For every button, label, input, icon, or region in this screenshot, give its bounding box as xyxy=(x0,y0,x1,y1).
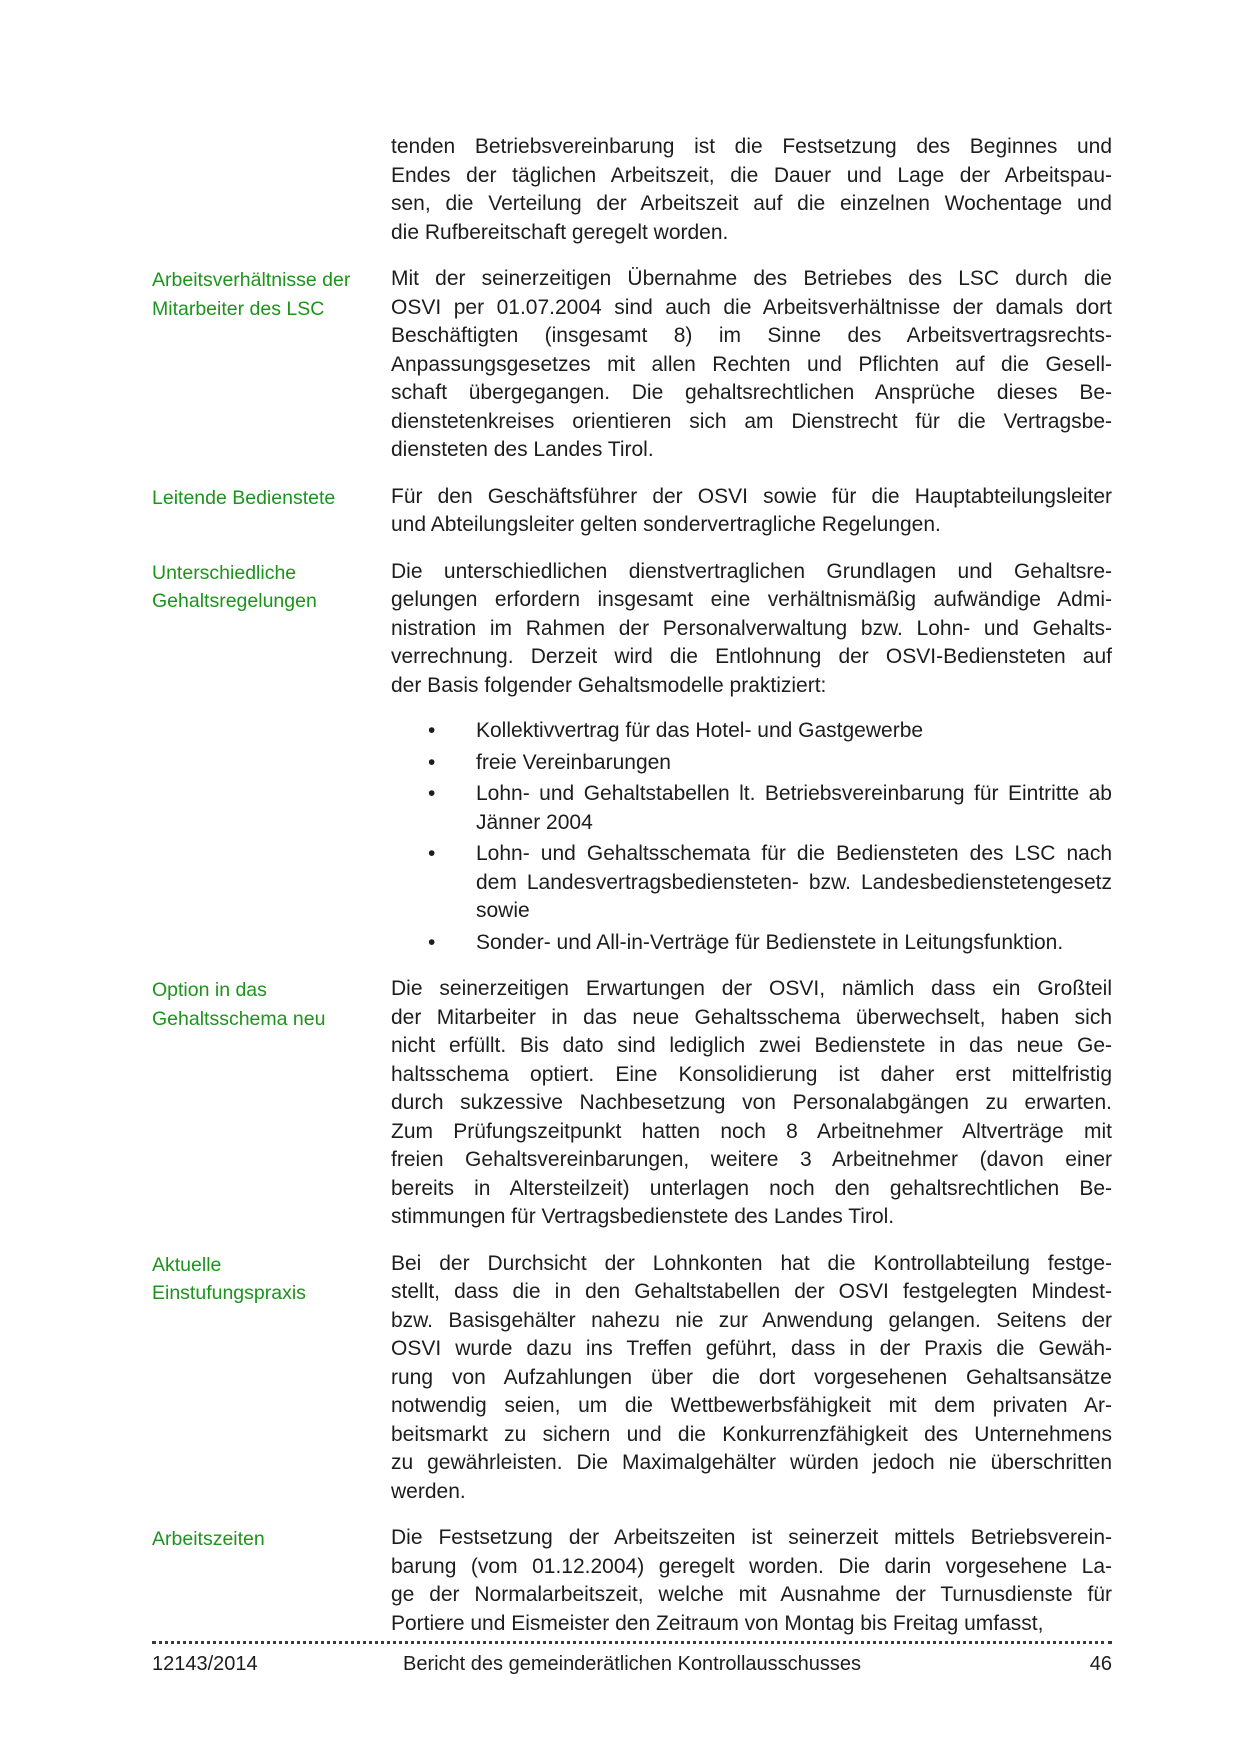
document-sections xyxy=(152,133,1112,1638)
paragraph-line: Portiere und Eismeister den Zeitraum von Montag bis Freitag umfasst, xyxy=(391,1611,1044,1635)
document-section xyxy=(152,1250,1112,1507)
section-body xyxy=(391,133,1112,247)
footer-dotted-rule xyxy=(152,1641,1112,1644)
paragraph-line: stimmungen für Vertragsbedienstete des Landes Tirol. xyxy=(391,1205,895,1228)
paragraph-line: dienstetenkreises orientieren sich am Dienstrecht für die Vertragsbe- xyxy=(391,409,1112,433)
section-body xyxy=(391,1524,1112,1638)
paragraph-line: die Rufbereitschaft geregelt worden. xyxy=(391,220,729,244)
paragraph-line: nistration im Rahmen der Personalverwaltung bzw. Lohn- und Gehalts- xyxy=(391,616,1112,640)
paragraph-line: Die Festsetzung der Arbeitszeiten ist seinerzeit mittels Betriebsverein- xyxy=(391,1526,1112,1549)
margin-label-line: Arbeitszeiten xyxy=(152,1528,265,1550)
paragraph-line: Mit der seinerzeitigen Übernahme des Betriebes des LSC durch die xyxy=(391,267,1112,290)
footer-title: Bericht des gemeinderätlichen Kontrollausschusses xyxy=(402,1653,862,1675)
paragraph-line: Die seinerzeitigen Erwartungen der OSVI, nämlich dass ein Großteil xyxy=(391,977,1112,1000)
bullet-line: Lohn- und Gehaltstabellen lt. Betriebsvereinbarung für Eintritte ab xyxy=(476,782,1112,805)
bullet-line: Jänner 2004 xyxy=(476,810,593,834)
margin-label xyxy=(152,265,391,323)
bullet-icon: • xyxy=(428,782,436,805)
paragraph-line: diensteten des Landes Tirol. xyxy=(391,438,654,461)
paragraph-line: sen, die Verteilung der Arbeitszeit auf die einzelnen Wochentage und xyxy=(391,192,1112,215)
paragraph-line: zu gewährleisten. Die Maximalgehälter würden jedoch nie überschritten xyxy=(391,1451,1112,1474)
document-section xyxy=(152,558,1112,958)
margin-label-line: Gehaltsschema neu xyxy=(152,1007,326,1030)
margin-label xyxy=(152,133,391,134)
paragraph-line: Anpassungsgesetzes mit allen Rechten und Pflichten auf die Gesell- xyxy=(391,352,1112,376)
bullet-text xyxy=(476,717,1112,746)
paragraph-line: stellt, dass die in den Gehaltstabellen der OSVI festgelegten Mindest- xyxy=(391,1280,1112,1303)
paragraph-line: durch sukzessive Nachbesetzung von Personalabgängen zu erwarten. xyxy=(391,1091,1112,1114)
bullet-item xyxy=(391,717,1112,746)
section-body xyxy=(391,483,1112,540)
footer-doc-number: 12143/2014 xyxy=(152,1653,258,1675)
bullet-line: Kollektivvertrag für das Hotel- und Gastgewerbe xyxy=(476,719,924,742)
margin-label-line: Mitarbeiter des LSC xyxy=(152,297,325,320)
bullet-item xyxy=(391,929,1112,958)
bullet-icon: • xyxy=(428,930,436,954)
paragraph-line: Beschäftigten (insgesamt 8) im Sinne des Arbeitsvertragsrechts- xyxy=(391,324,1112,347)
document-section xyxy=(152,975,1112,1232)
paragraph-line: der Mitarbeiter in das neue Gehaltsschema überwechselt, haben sich xyxy=(391,1005,1112,1029)
section-body xyxy=(391,558,1112,958)
bullet-item xyxy=(391,749,1112,778)
paragraph-line: notwendig seien, um die Wettbewerbsfähigkeit mit dem privaten Ar- xyxy=(391,1394,1112,1417)
bullet-line: dem Landesvertragsbediensteten- bzw. Landesbedienstetengesetz xyxy=(476,870,1112,894)
paragraph-line: beitsmarkt zu sichern und die Konkurrenzfähigkeit des Unternehmens xyxy=(391,1422,1112,1446)
paragraph-line: haltsschema optiert. Eine Konsolidierung ist daher erst mittelfristig xyxy=(391,1062,1112,1086)
paragraph-line: barung (vom 01.12.2004) geregelt worden. Die darin vorgesehene La- xyxy=(391,1554,1112,1578)
bullet-item xyxy=(391,780,1112,837)
paragraph-line: Zum Prüfungszeitpunkt hatten noch 8 Arbeitnehmer Altverträge mit xyxy=(391,1119,1112,1143)
paragraph-line: bereits in Altersteilzeit) unterlagen noch den gehaltsrechtlichen Be- xyxy=(391,1176,1112,1200)
paragraph-line: gelungen erfordern insgesamt eine verhältnismäßig aufwändige Admi- xyxy=(391,588,1112,611)
bullet-line: Sonder- und All-in-Verträge für Bedienstete in Leitungsfunktion. xyxy=(476,930,1064,954)
document-section xyxy=(152,1524,1112,1638)
paragraph-line: bzw. Basisgehälter nahezu nie zur Anwendung gelangen. Seitens der xyxy=(391,1308,1112,1332)
paragraph-line: werden. xyxy=(391,1479,466,1503)
bullet-line: Lohn- und Gehaltsschemata für die Bediensteten des LSC nach xyxy=(476,842,1112,865)
bullet-icon: • xyxy=(428,719,436,742)
section-body xyxy=(391,1250,1112,1507)
paragraph-line: freien Gehaltsvereinbarungen, weitere 3 Arbeitnehmer (davon einer xyxy=(391,1148,1112,1171)
page-footer xyxy=(152,1641,1112,1677)
paragraph-line: Die unterschiedlichen dienstvertraglichen Grundlagen und Gehaltsre- xyxy=(391,559,1112,583)
footer-row xyxy=(152,1651,1112,1677)
paragraph-line: und Abteilungsleiter gelten sondervertragliche Regelungen. xyxy=(391,513,941,536)
margin-label-line: Einstufungspraxis xyxy=(152,1282,306,1304)
paragraph-line: Für den Geschäftsführer der OSVI sowie für die Hauptabteilungsleiter xyxy=(391,484,1112,508)
bullet-line: sowie xyxy=(476,899,530,922)
paragraph-line: nicht erfüllt. Bis dato sind lediglich zwei Bedienstete in das neue Ge- xyxy=(391,1034,1112,1057)
margin-label-line: Gehaltsregelungen xyxy=(152,590,317,612)
section-body xyxy=(391,265,1112,465)
margin-label xyxy=(152,975,391,1033)
margin-label xyxy=(152,1524,391,1554)
bullet-text xyxy=(476,749,1112,778)
document-section xyxy=(152,133,1112,247)
footer-page-number: 46 xyxy=(1089,1653,1112,1675)
margin-label-line: Leitende Bedienstete xyxy=(152,486,336,509)
paragraph-line: Bei der Durchsicht der Lohnkonten hat die Kontrollabteilung festge- xyxy=(391,1251,1112,1275)
paragraph-line: der Basis folgender Gehaltsmodelle praktiziert: xyxy=(391,673,827,697)
paragraph-line: OSVI wurde dazu ins Treffen geführt, dass in der Praxis die Gewäh- xyxy=(391,1337,1112,1360)
margin-label-line: Option in das xyxy=(152,979,267,1001)
paragraph-line: OSVI per 01.07.2004 sind auch die Arbeitsverhältnisse der damals dort xyxy=(391,295,1112,319)
bullet-text xyxy=(476,840,1112,926)
document-section xyxy=(152,265,1112,465)
margin-label xyxy=(152,558,391,616)
margin-label-line: Aktuelle xyxy=(152,1253,222,1276)
bullet-text xyxy=(476,929,1112,958)
margin-label-line: Arbeitsverhältnisse der xyxy=(152,269,351,291)
bullet-item xyxy=(391,840,1112,926)
bullet-icon: • xyxy=(428,750,436,774)
paragraph-line: schaft übergegangen. Die gehaltsrechtlichen Ansprüche dieses Be- xyxy=(391,381,1112,404)
document-section xyxy=(152,483,1112,540)
paragraph-line: tenden Betriebsvereinbarung ist die Festsetzung des Beginnes und xyxy=(391,135,1112,158)
bullet-text xyxy=(476,780,1112,837)
bullet-line: freie Vereinbarungen xyxy=(476,750,671,774)
bullet-icon: • xyxy=(428,842,436,865)
margin-label xyxy=(152,1250,391,1308)
paragraph-line: Endes der täglichen Arbeitszeit, die Dauer und Lage der Arbeitspau- xyxy=(391,163,1112,187)
paragraph-line: verrechnung. Derzeit wird die Entlohnung der OSVI-Bediensteten auf xyxy=(391,645,1112,668)
paragraph-line: ge der Normalarbeitszeit, welche mit Ausnahme der Turnusdienste für xyxy=(391,1583,1112,1606)
margin-label xyxy=(152,483,391,513)
section-body xyxy=(391,975,1112,1232)
margin-label-line: Unterschiedliche xyxy=(152,561,297,584)
paragraph-line: rung von Aufzahlungen über die dort vorgesehenen Gehaltsansätze xyxy=(391,1365,1112,1389)
